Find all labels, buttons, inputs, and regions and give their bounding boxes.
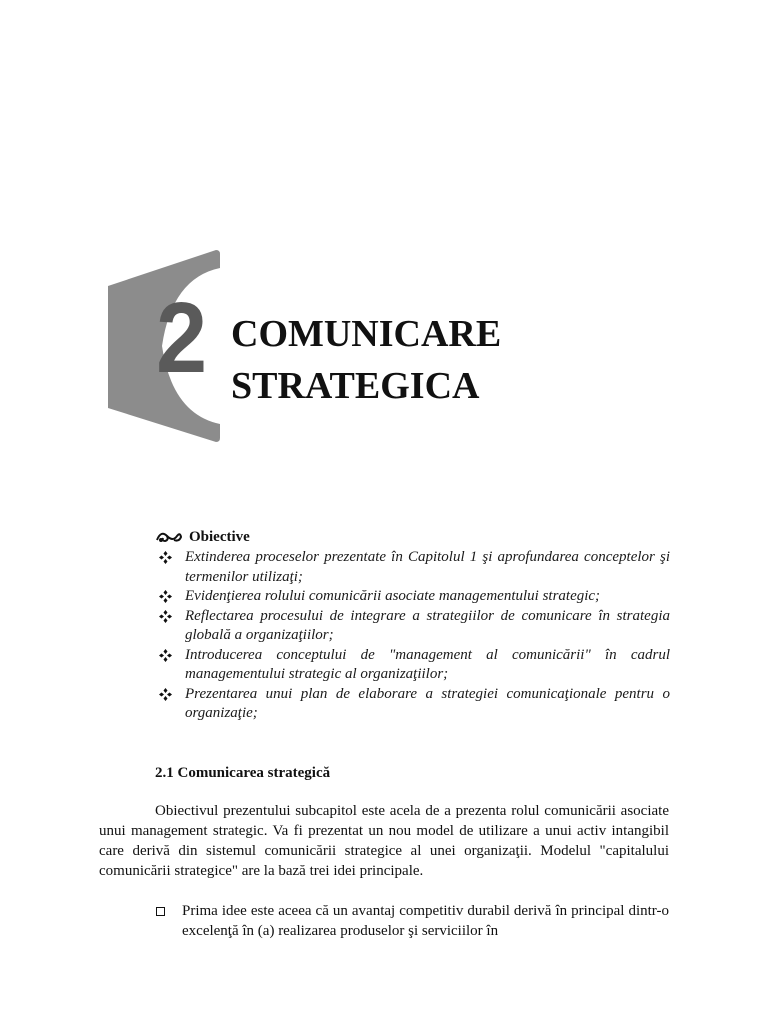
section-bullet-list [155,901,669,941]
objective-item [155,587,670,607]
four-diamond-bullet-icon [159,610,172,623]
four-diamond-bullet-icon [159,551,172,564]
objective-item [155,607,670,646]
objective-text: Reflectarea procesului de integrare a strategiilor de comunicare în strategia globală a organizaţiilor; [185,607,670,643]
objective-item [155,646,670,685]
section-bullet-text: Prima idee este aceea că un avantaj competitiv durabil derivă în principal dintr-o excelenţă în (a) realizarea produselor şi serviciilor în [182,903,669,939]
section-paragraph: Obiectivul prezentului subcapitol este acela de a prezenta rolul comunicării asociate unui management strategic. Va fi prezentat un nou model de utilizare a unui activ intangibil care derivă din sistemul comunicării strategice al unei organizaţii. Modelul "capitalului comunicării strategice" are la bază trei idei principale. [99,803,669,879]
four-diamond-bullet-icon [159,590,172,603]
four-diamond-bullet-icon [159,649,172,662]
chapter-title [231,308,501,412]
objectives-heading-label: Obiective [189,528,250,545]
chapter-number: 2 [156,282,208,394]
objective-text: Extinderea proceselor prezentate în Capitolul 1 şi aprofundarea conceptelor şi termenilor utilizaţi; [185,549,670,585]
objective-text: Introducerea conceptului de "management al comunicării" în cadrul managementului strategic al organizaţiilor; [185,646,670,682]
objective-text: Prezentarea unui plan de elaborare a strategiei comunicaţionale pentru o organizaţie; [185,685,670,721]
objective-item [155,548,670,587]
four-diamond-bullet-icon [159,688,172,701]
objective-text: Evidenţierea rolului comunicării asociate managementului strategic; [185,588,601,604]
objectives-list [155,548,670,724]
hollow-square-bullet-icon [156,907,165,916]
section-heading: 2.1 Comunicarea strategică [155,765,331,781]
chapter-title-line-2: STRATEGICA [231,365,480,407]
section-bullet-item [155,901,669,941]
objectives-heading [155,526,670,548]
objectives-block [155,526,670,724]
ornament-scroll-icon [155,528,183,546]
chapter-title-line-1: COMUNICARE [231,313,502,355]
objective-item [155,685,670,724]
